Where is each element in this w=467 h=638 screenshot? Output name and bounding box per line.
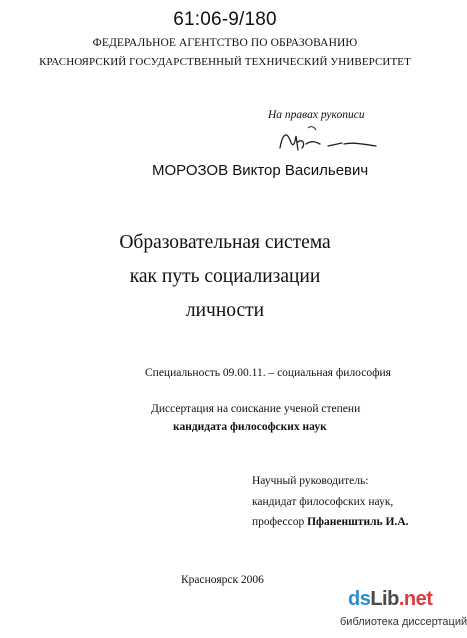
watermark-subtitle: библиотека диссертаций — [340, 616, 467, 628]
thesis-title-line-1: Образовательная система — [119, 232, 331, 253]
specialty: Специальность 09.00.11. – социальная философия — [145, 367, 391, 379]
signature-icon — [272, 122, 392, 158]
dslib-watermark[interactable] — [340, 588, 467, 638]
supervisor-title: профессор — [252, 516, 305, 528]
agency-name: ФЕДЕРАЛЬНОЕ АГЕНТСТВО ПО ОБРАЗОВАНИЮ — [92, 37, 358, 49]
dissertation-degree-line-1: Диссертация на соискание ученой степени — [151, 403, 361, 415]
author-name: МОРОЗОВ Виктор Васильевич — [152, 162, 369, 179]
thesis-title-line-2: как путь социализации — [129, 266, 321, 287]
supervisor-label: Научный руководитель: — [252, 475, 369, 487]
dissertation-degree-line-2: кандидата философских наук — [173, 421, 327, 433]
supervisor-degree: кандидат философских наук, — [252, 496, 394, 508]
university-name: КРАСНОЯРСКИЙ ГОСУДАРСТВЕННЫЙ ТЕХНИЧЕСКИЙ УНИВЕРСИТЕТ — [39, 56, 411, 68]
rights-note: На правах рукописи — [268, 109, 365, 121]
watermark-logo — [348, 588, 432, 611]
supervisor-name: Пфаненштиль И.А. — [307, 516, 409, 528]
watermark-ds: ds — [348, 588, 371, 610]
thesis-title-line-3: личности — [185, 300, 265, 321]
supervisor-name-line — [252, 516, 409, 528]
city-year: Красноярск 2006 — [181, 574, 264, 586]
watermark-net: .net — [398, 588, 433, 610]
catalog-number: 61:06-9/180 — [173, 9, 277, 30]
watermark-lib: Lib — [370, 588, 399, 610]
